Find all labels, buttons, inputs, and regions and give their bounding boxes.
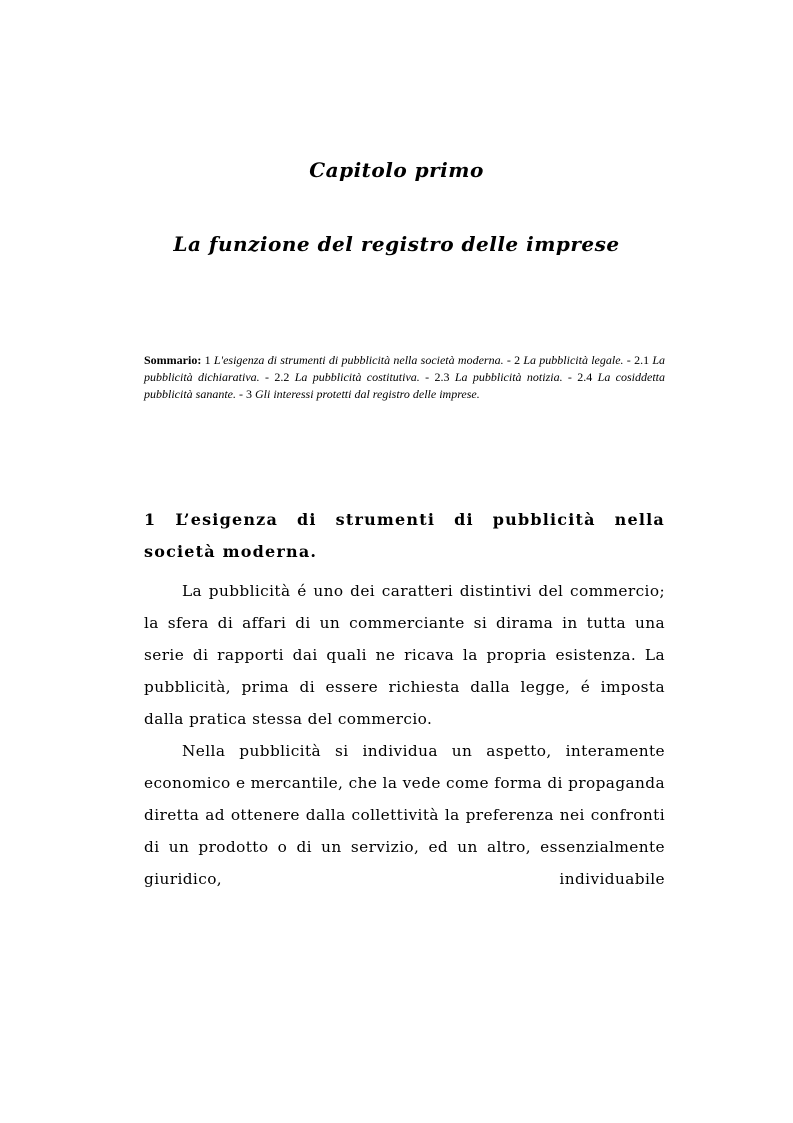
- chapter-label: Capitolo primo: [309, 158, 484, 182]
- summary-num-3: - 3: [236, 387, 255, 401]
- paragraph: Nella pubblicità si individua un aspetto, interamente economico e mercantile, che la vede come forma di propaganda diretta ad ottenere dalla collettività la preferenza nei confronti di un prodotto o di un servizio, ed un altro, essenzialmente giuridico, individuabile: [144, 742, 665, 888]
- summary-item-2-3: La pubblicità notizia.: [454, 370, 563, 384]
- chapter-title: La funzione del registro delle imprese: [173, 232, 620, 256]
- summary-item-3: Gli interessi protetti dal registro delle imprese.: [255, 387, 480, 401]
- paragraph: La pubblicità é uno dei caratteri distintivi del commercio; la sfera di affari di un commerciante si dirama in tutta una serie di rapporti dai quali ne ricava la propria esistenza. La pubblicità, prima di essere richiesta dalla legge, é imposta dalla pratica stessa del commercio.: [144, 582, 665, 728]
- summary-item-2: La pubblicità legale.: [523, 353, 624, 367]
- body-text: [144, 575, 665, 895]
- summary-label: Sommario:: [144, 353, 202, 367]
- summary-num-2: - 2: [503, 353, 524, 367]
- summary-item-2-4: La cosiddetta pubblicità sanante.: [144, 370, 665, 401]
- summary-num-1: 1: [201, 353, 214, 367]
- summary-num-2-3: - 2.3: [419, 370, 455, 384]
- summary-num-2-4: - 2.4: [562, 370, 598, 384]
- summary-num-2-1: - 2.1: [623, 353, 653, 367]
- summary-item-2-2: La pubblicità costitutiva.: [294, 370, 420, 384]
- summary-item-1: L'esigenza di strumenti di pubblicità nella società moderna.: [213, 353, 504, 367]
- summary-item-2-1: La pubblicità dichiarativa.: [144, 353, 666, 384]
- section-heading: 1 L’esigenza di strumenti di pubblicità nella società moderna.: [144, 510, 665, 561]
- summary-block: [144, 352, 665, 403]
- summary-num-2-2: - 2.2: [259, 370, 295, 384]
